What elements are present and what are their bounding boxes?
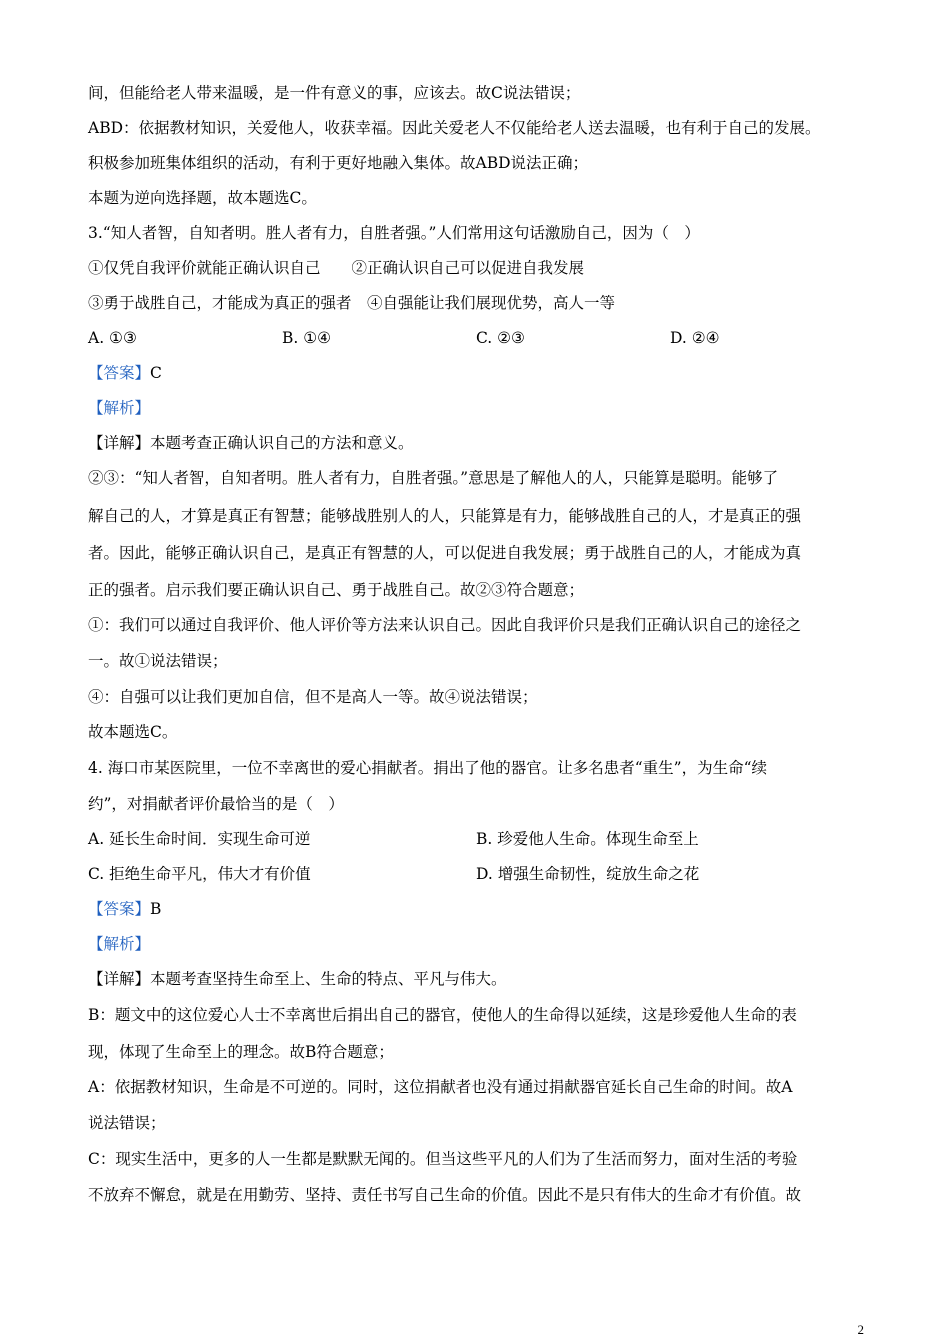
question-4-options	[88, 826, 878, 852]
text-line: 说法错误；	[88, 1114, 166, 1132]
text-line: 正的强者。启示我们要正确认识自己、勇于战胜自己。故②③符合题意；	[88, 581, 585, 599]
page-number: 2	[857, 1322, 864, 1337]
text-line: ②③：“知人者智，自知者明。胜人者有力，自胜者强。”意思是了解他人的人，只能算是聪明。能够了	[88, 469, 779, 487]
text-line: ①：我们可以通过自我评价、他人评价等方法来认识自己。因此自我评价只是我们正确认识自己的途径之	[88, 616, 802, 634]
option-a: A. ①③	[88, 329, 137, 347]
text-line: 现，体现了生命至上的理念。故B符合题意；	[88, 1043, 394, 1061]
detail-tag: 【详解】	[88, 434, 151, 452]
answer-value: B	[150, 900, 162, 918]
text-line: B：题文中的这位爱心人士不幸离世后捐出自己的器官，使他人的生命得以延续，这是珍爱他人生命的表	[88, 1006, 797, 1024]
question-3-statements: ①仅凭自我评价就能正确认识自己 ②正确认识自己可以促进自我发展	[88, 259, 585, 277]
text-line: 故本题选C。	[88, 723, 178, 741]
text-line: ABD：依据教材知识，关爱他人，收获幸福。因此关爱老人不仅能给老人送去温暖，也有利于自己的发展。	[88, 119, 821, 137]
text-line: A：依据教材知识，生命是不可逆的。同时，这位捐献者也没有通过捐献器官延长自己生命的时间。故A	[88, 1078, 793, 1096]
question-3-detail	[88, 430, 878, 456]
text-line: 解自己的人，才算是真正有智慧；能够战胜别人的人，只能算是有力，能够战胜自己的人，才是真正的强	[88, 507, 802, 525]
text-line: ④：自强可以让我们更加自信，但不是高人一等。故④说法错误；	[88, 688, 538, 706]
question-3-analysis	[88, 395, 878, 421]
question-3-statements: ③勇于战胜自己，才能成为真正的强者 ④自强能让我们展现优势，高人一等	[88, 294, 616, 312]
option-a: A. 延长生命时间．实现生命可逆	[88, 830, 311, 848]
answer-tag: 【答案】	[88, 364, 151, 382]
question-4-answer	[88, 896, 878, 922]
detail-text: 本题考查坚持生命至上、生命的特点、平凡与伟大。	[150, 970, 507, 988]
detail-text: 本题考查正确认识自己的方法和意义。	[150, 434, 414, 452]
text-line: 本题为逆向选择题，故本题选C。	[88, 189, 317, 207]
text-line: 不放弃不懈怠，就是在用勤劳、坚持、责任书写自己生命的价值。因此不是只有伟大的生命才有价值。故	[88, 1186, 802, 1204]
question-3-answer	[88, 360, 878, 386]
answer-tag: 【答案】	[88, 900, 151, 918]
detail-tag: 【详解】	[88, 970, 151, 988]
option-b: B. 珍爱他人生命。体现生命至上	[476, 830, 699, 848]
text-line: 积极参加班集体组织的活动，有利于更好地融入集体。故ABD说法正确；	[88, 154, 589, 172]
analysis-tag: 【解析】	[88, 935, 151, 953]
text-line: C：现实生活中，更多的人一生都是默默无闻的。但当这些平凡的人们为了生活而努力，面对生活的考验	[88, 1150, 798, 1168]
question-3-stem: 3.“知人者智，自知者明。胜人者有力，自胜者强。”人们常用这句话激励自己，因为（ ）	[88, 224, 700, 242]
question-4-stem: 4. 海口市某医院里，一位不幸离世的爱心捐献者。捐出了他的器官。让多名患者“重生”，为生命“续	[88, 759, 767, 777]
answer-value: C	[150, 364, 162, 382]
option-c: C. 拒绝生命平凡，伟大才有价值	[88, 865, 311, 883]
option-c: C. ②③	[476, 329, 525, 347]
question-3-options	[88, 325, 878, 351]
option-d: D. ②④	[670, 329, 720, 347]
option-d: D. 增强生命韧性，绽放生命之花	[476, 865, 700, 883]
text-line: 间，但能给老人带来温暖，是一件有意义的事，应该去。故C说法错误；	[88, 84, 581, 102]
question-4-options	[88, 861, 878, 887]
analysis-tag: 【解析】	[88, 399, 151, 417]
option-b: B. ①④	[282, 329, 332, 347]
question-4-stem: 约”，对捐献者评价最恰当的是（ ）	[88, 795, 344, 813]
text-line: 一。故①说法错误；	[88, 652, 228, 670]
question-4-detail	[88, 966, 878, 992]
question-4-analysis	[88, 931, 878, 957]
text-line: 者。因此，能够正确认识自己，是真正有智慧的人，可以促进自我发展；勇于战胜自己的人，才能成为真	[88, 544, 802, 562]
